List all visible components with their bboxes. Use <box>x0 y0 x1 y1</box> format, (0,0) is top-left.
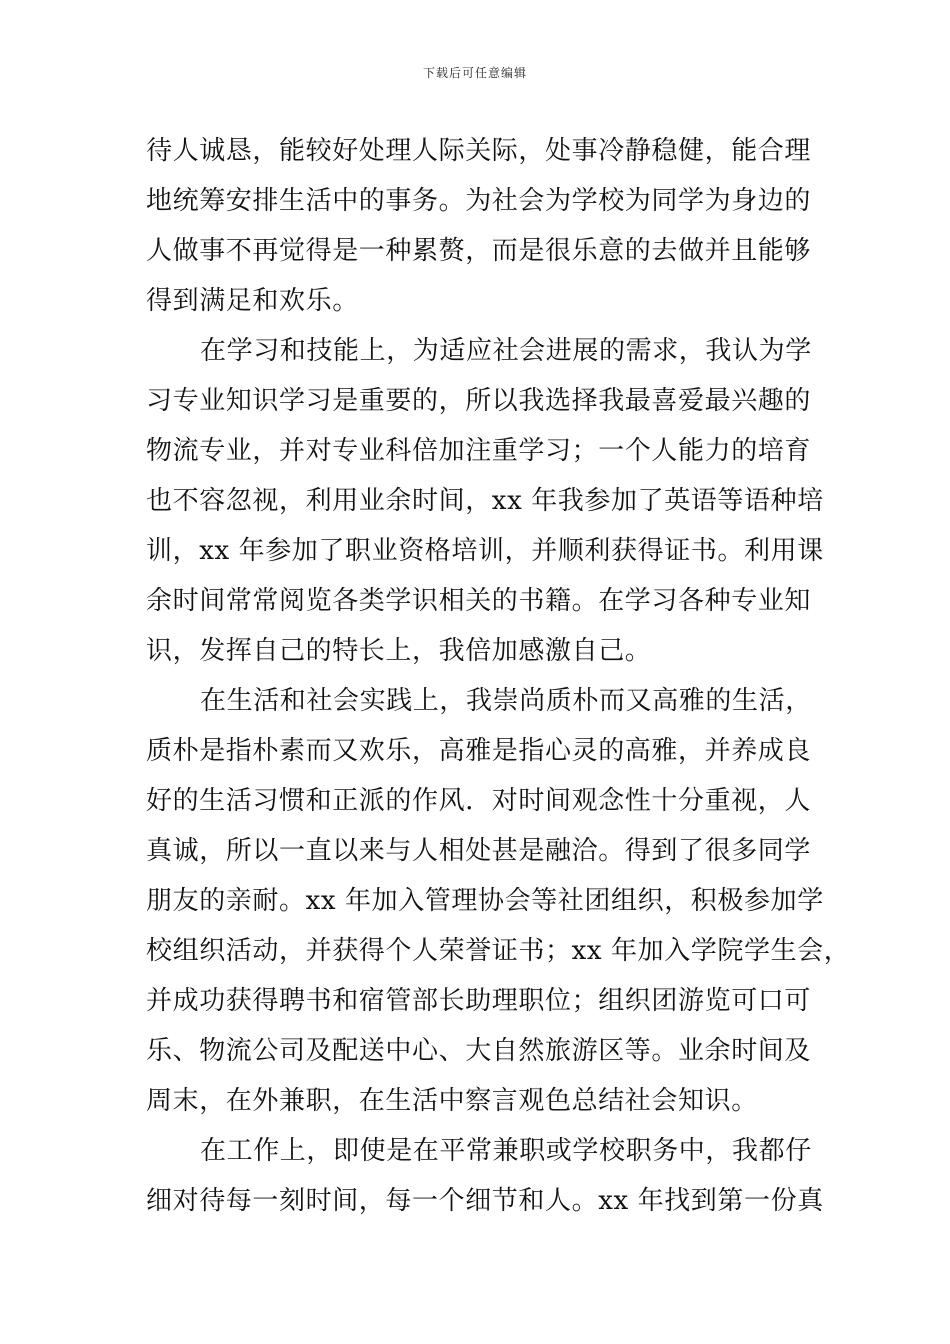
paragraph-line: 识，发挥自己的特长上，我倍加感激自己。 <box>146 636 652 666</box>
paragraph-line: 习专业知识学习是重要的，所以我选择我最喜爱最兴趣的 <box>146 386 812 416</box>
paragraph-line: 在学习和技能上，为适应社会进展的需求，我认为学 <box>200 336 812 366</box>
paragraph-line: 待人诚恳，能较好处理人际关际，处事冷静稳健，能合理 <box>146 136 812 166</box>
page-header: 下载后可任意编辑 <box>422 66 527 80</box>
paragraph-line: 地统筹安排生活中的事务。为社会为学校为同学为身边的 <box>146 186 812 216</box>
paragraph-2 <box>146 326 826 676</box>
paragraph-line: 质朴是指朴素而又欢乐，高雅是指心灵的高雅，并养成良 <box>146 736 812 766</box>
paragraph-line: 乐、物流公司及配送中心、大自然旅游区等。业余时间及 <box>146 1036 812 1066</box>
paragraph-line: 物流专业，并对专业科倍加注重学习；一个人能力的培育 <box>146 436 812 466</box>
paragraph-line: 并成功获得聘书和宿管部长助理职位；组织团游览可口可 <box>146 986 812 1016</box>
paragraph-line: 好的生活习惯和正派的作风．对时间观念性十分重视，人 <box>146 786 812 816</box>
paragraph-line: 也不容忽视，利用业余时间，xx 年我参加了英语等语种培 <box>146 486 824 516</box>
paragraph-line: 人做事不再觉得是一种累赘，而是很乐意的去做并且能够 <box>146 236 812 266</box>
paragraph-line: 周末，在外兼职，在生活中察言观色总结社会知识。 <box>146 1086 758 1116</box>
paragraph-line: 朋友的亲耐。xx 年加入管理协会等社团组织，积极参加学 <box>146 886 824 916</box>
paragraph-line: 校组织活动，并获得个人荣誉证书；xx 年加入学院学生会， <box>146 936 851 966</box>
paragraph-line: 余时间常常阅览各类学识相关的书籍。在学习各种专业知 <box>146 586 812 616</box>
paragraph-line: 真诚，所以一直以来与人相处甚是融洽。得到了很多同学 <box>146 836 812 866</box>
paragraph-4 <box>146 1126 826 1226</box>
paragraph-line: 训，xx 年参加了职业资格培训，并顺利获得证书。利用课 <box>146 536 824 566</box>
paragraph-line: 在工作上，即使是在平常兼职或学校职务中，我都仔 <box>200 1136 812 1166</box>
paragraph-line: 细对待每一刻时间，每一个细节和人。xx 年找到第一份真 <box>146 1186 824 1216</box>
document-body <box>146 126 851 1226</box>
paragraph-line: 得到满足和欢乐。 <box>146 286 359 316</box>
paragraph-1 <box>146 126 826 326</box>
paragraph-3 <box>146 676 851 1126</box>
paragraph-line: 在生活和社会实践上，我崇尚质朴而又高雅的生活， <box>200 686 812 716</box>
